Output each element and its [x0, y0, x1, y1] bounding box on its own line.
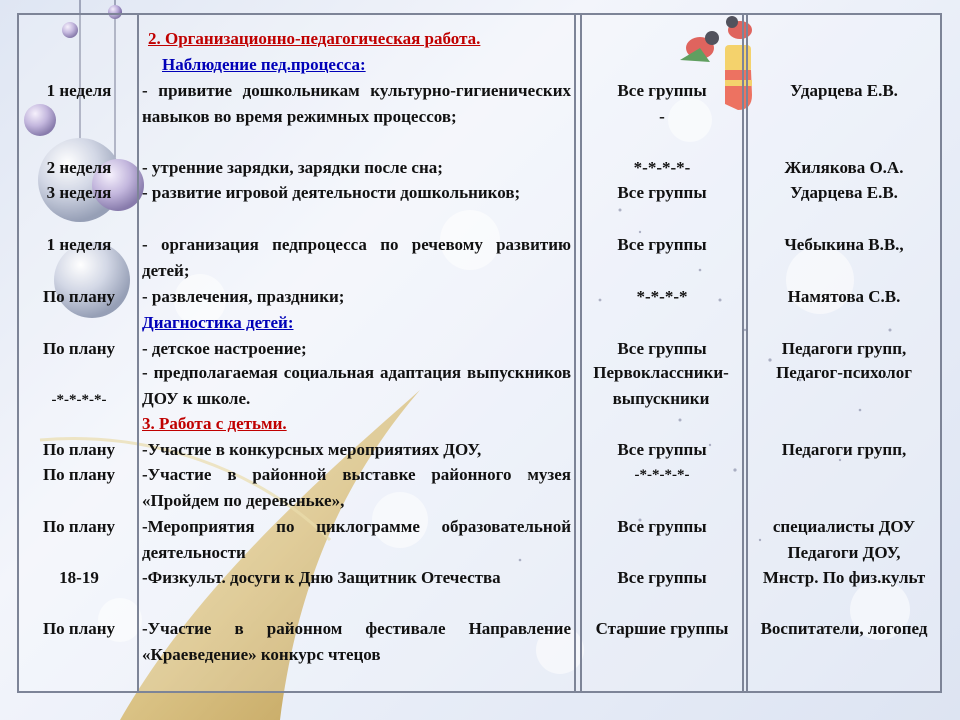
row-activity: -Участие в районном фестивале Направление «Краеведение» конкурс чтецов [142, 619, 571, 664]
row-groups: Все группы [617, 568, 707, 587]
row-groups: - [659, 107, 665, 126]
subheading-diagnostics: Диагностика детей: [142, 313, 294, 332]
section-heading-work-with-children: 3. Работа с детьми. [142, 414, 287, 433]
row-groups: Все группы [617, 183, 707, 202]
row-responsible: Педагоги групп, [781, 339, 907, 358]
row-activity: -Участие в районной выставке районного музея «Пройдем по деревеньке», [142, 465, 571, 510]
row-period: 3 неделя [46, 183, 112, 202]
row-groups: Все группы [617, 517, 707, 536]
row-period: По плану [42, 465, 116, 484]
row-groups: Старшие группы [595, 619, 729, 638]
row-responsible: Намятова С.В. [787, 287, 901, 306]
column-divider [742, 13, 744, 693]
row-responsible: Ударцева Е.В. [790, 81, 898, 100]
column-divider [574, 13, 576, 693]
row-activity: - привитие дошкольникам культурно-гигиенических навыков во время режимных процессов; [142, 81, 571, 126]
row-responsible: Ударцева Е.В. [790, 183, 898, 202]
row-period: По плану [42, 287, 116, 306]
row-period: По плану [42, 339, 116, 358]
row-activity: - детское настроение; [142, 339, 307, 358]
row-activity: - предполагаемая социальная адаптация выпускников ДОУ к школе. [142, 363, 571, 408]
row-activity: -Мероприятия по циклограмме образовательной деятельности [142, 517, 571, 562]
row-activity: - развитие игровой деятельности дошкольников; [142, 183, 521, 202]
row-activity: - утренние зарядки, зарядки после сна; [142, 158, 443, 177]
row-activity: -Участие в конкурсных мероприятиях ДОУ, [142, 440, 482, 459]
subheading-observation: Наблюдение пед.процесса: [162, 55, 366, 74]
row-responsible: Воспитатели, логопед [760, 619, 928, 638]
row-groups: Все группы [617, 339, 707, 358]
column-divider [580, 13, 582, 693]
row-period: По плану [42, 619, 116, 638]
row-groups: *-*-*-* [636, 287, 688, 306]
row-groups: -*-*-*-*- [634, 467, 690, 483]
row-activity: - развлечения, праздники; [142, 287, 345, 306]
column-divider [746, 13, 748, 693]
row-period: 1 неделя [46, 235, 112, 254]
row-groups: *-*-*-*- [633, 158, 691, 177]
section-heading-organizational: 2. Организационно-педагогическая работа. [148, 29, 481, 48]
row-activity: - организация педпроцесса по речевому развитию детей; [142, 235, 571, 280]
row-period: По плану [42, 440, 116, 459]
row-responsible: Педагог-психолог [776, 363, 912, 382]
row-period: 2 неделя [46, 158, 112, 177]
row-responsible: Педагоги групп, [781, 440, 907, 459]
row-groups: Первоклассники- выпускники [593, 363, 729, 408]
row-groups: Все группы [617, 81, 707, 100]
row-responsible: Чебыкина В.В., [784, 235, 904, 254]
row-period: 1 неделя [46, 81, 112, 100]
row-groups: Все группы [617, 235, 707, 254]
row-responsible: Мнстр. По физ.культ [762, 568, 926, 587]
row-period: По плану [42, 517, 116, 536]
row-period: -*-*-*-*- [51, 392, 107, 408]
row-groups: Все группы [617, 440, 707, 459]
row-responsible: Жилякова О.А. [784, 158, 904, 177]
row-responsible: специалисты ДОУ Педагоги ДОУ, [772, 517, 916, 562]
row-period: 18-19 [59, 568, 99, 587]
row-activity: -Физкульт. досуги к Дню Защитник Отечества [142, 568, 501, 587]
